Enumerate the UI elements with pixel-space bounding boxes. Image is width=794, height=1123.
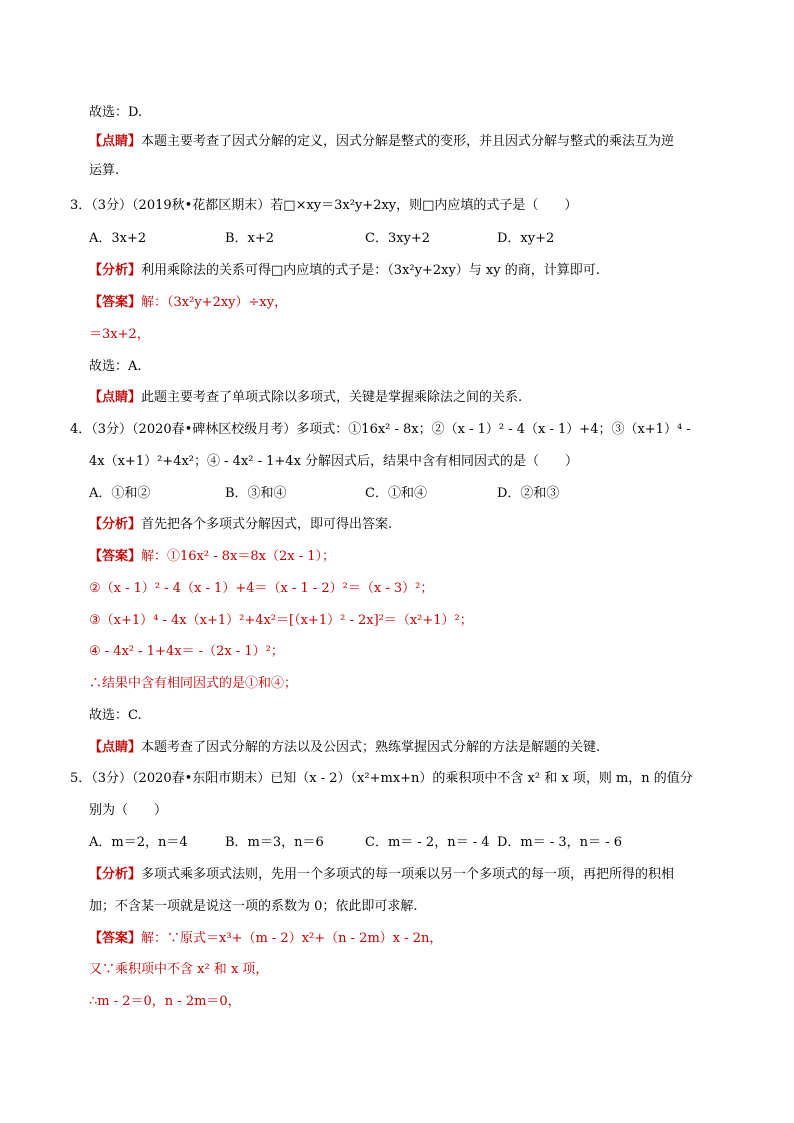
answer-choice-line: 故选：C. [89,708,142,723]
answer-step: ③（x+1）⁴ - 4x（x+1）²+4x²＝[（x+1）² - 2x]²＝（x²+1）²； [89,613,473,628]
answer-step: ＝3x+2， [89,327,150,342]
option-d: D．m＝ - 3，n＝ - 6 [497,835,622,850]
comment-line: 【点睛】本题考查了因式分解的方法以及公因式；熟练掌握因式分解的方法是解题的关键. [89,740,601,755]
comment-line: 【点睛】此题主要考查了单项式除以多项式，关键是掌握乘除法之间的关系. [89,390,523,405]
answer-choice-line: 故选：D. [89,105,143,120]
answer-step: ∴结果中含有相同因式的是①和④； [89,676,298,691]
question-4-options [89,485,789,503]
question-5-options [89,834,789,852]
answer-line: 【答案】解：（3x²y+2xy）÷xy， [89,295,288,310]
question-4-cont: 4x（x+1）²+4x²；④ - 4x² - 1+4x 分解因式后，结果中含有相同因式的是（ ） [89,454,579,469]
answer-step: ②（x - 1）² - 4（x - 1）+4＝（x - 1 - 2）²＝（x - 3）²； [89,581,434,596]
comment-line-cont: 运算. [89,163,120,178]
option-a: A．m＝2，n＝4 [89,835,188,850]
question-3-options [89,230,789,248]
question-4: 4．（3分）（2020春•碑林区校级月考）多项式：①16x² - 8x；②（x - 1）² - 4（x - 1）+4；③（x+1）⁴ - [70,422,691,437]
option-d: D．②和③ [497,486,560,501]
option-c: C．m＝ - 2，n＝ - 4 [365,835,490,850]
option-a: A．①和② [89,486,151,501]
analysis-line-cont: 加；不含某一项就是说这一项的系数为 0；依此即可求解. [89,899,418,914]
answer-choice-line: 故选：A. [89,359,142,374]
option-d: D．xy+2 [497,231,555,246]
option-c: C．①和④ [365,486,427,501]
comment-line: 【点睛】本题主要考查了因式分解的定义，因式分解是整式的变形，并且因式分解与整式的乘法互为逆 [89,134,675,149]
answer-step: ∴m - 2＝0，n - 2m＝0， [89,994,241,1009]
answer-line: 【答案】解：①16x² - 8x＝8x（2x - 1）； [89,549,335,564]
analysis-line: 【分析】多项式乘多项式法则，先用一个多项式的每一项乘以另一个多项式的每一项，再把所得的积相 [89,867,675,882]
answer-step: 又∵乘积项中不含 x² 和 x 项， [89,962,269,977]
question-5: 5．（3分）（2020春•东阳市期末）已知（x - 2）（x²+mx+n）的乘积项中不含 x² 和 x 项，则 m，n 的值分 [70,771,693,786]
analysis-line: 【分析】首先把各个多项式分解因式，即可得出答案. [89,517,393,532]
option-b: B．m＝3，n＝6 [225,835,324,850]
option-a: A．3x+2 [89,231,147,246]
question-5-cont: 别为（ ） [89,803,168,818]
option-b: B．x+2 [225,231,275,246]
analysis-line: 【分析】利用乘除法的关系可得□内应填的式子是：（3x²y+2xy）与 xy 的商，计算即可. [89,263,600,278]
option-c: C．3xy+2 [365,231,431,246]
answer-line: 【答案】解：∵原式＝x³+（m - 2）x²+（n - 2m）x - 2n， [89,931,443,946]
option-b: B．③和④ [225,486,287,501]
question-3: 3．（3分）（2019秋•花都区期末）若□×xy＝3x²y+2xy，则□内应填的式子是（ ） [70,198,578,213]
answer-step: ④ - 4x² - 1+4x＝ -（2x - 1）²； [89,644,284,659]
